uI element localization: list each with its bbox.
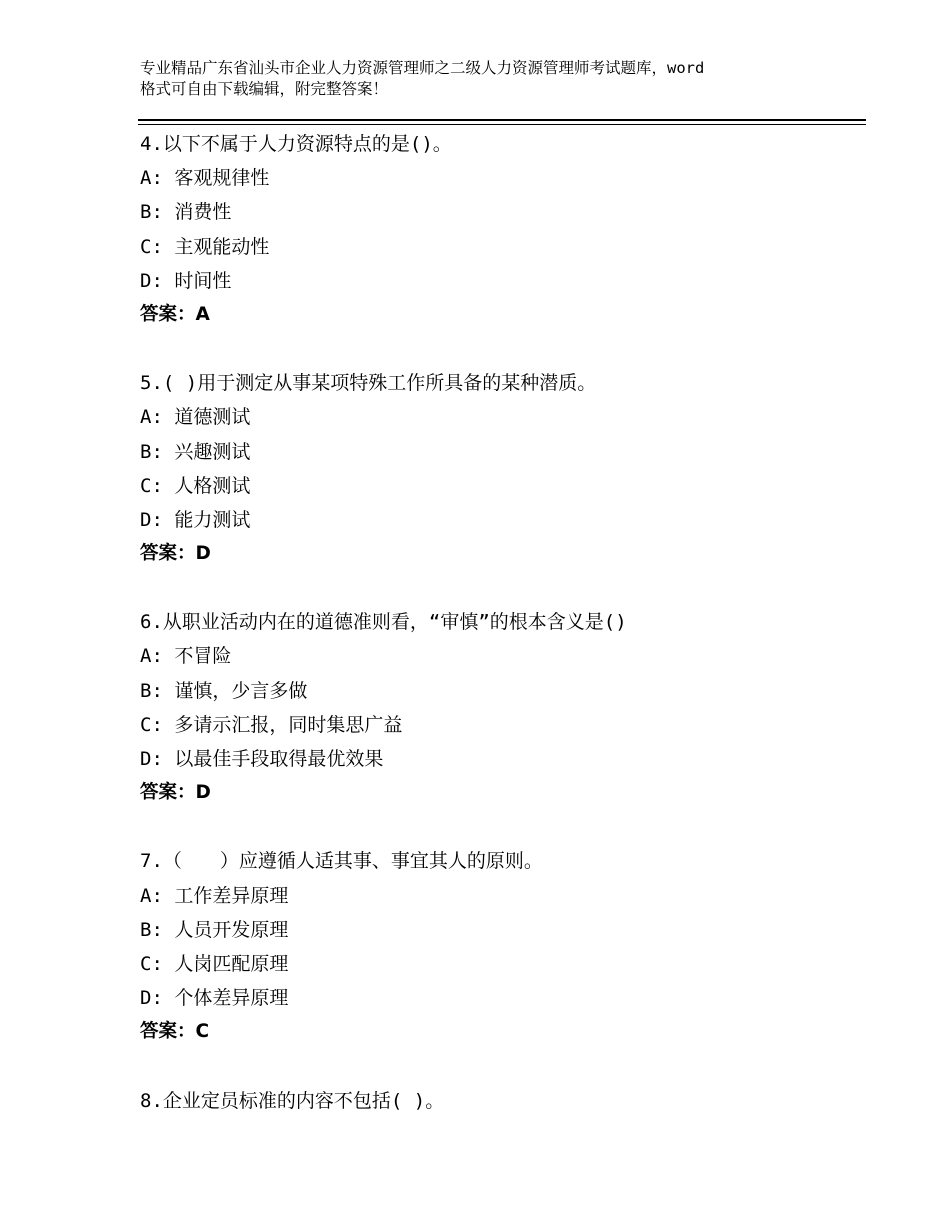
option-a: A: 工作差异原理 [140, 884, 289, 907]
option-b: B: 兴趣测试 [140, 440, 251, 463]
option-d: D: 时间性 [140, 269, 232, 292]
header-rule-thin [138, 124, 866, 125]
question-stem: 8.企业定员标准的内容不包括( )。 [140, 1089, 445, 1112]
header-line-1: 专业精品广东省汕头市企业人力资源管理师之二级人力资源管理师考试题库，word [140, 59, 705, 77]
option-c: C: 主观能动性 [140, 235, 270, 258]
question-gap [140, 1050, 860, 1084]
option-d: D: 以最佳手段取得最优效果 [140, 748, 384, 770]
option-c: C: 人岗匹配原理 [140, 952, 289, 975]
question-7 [140, 844, 860, 1049]
question-stem: 6.从职业活动内在的道德准则看，“审慎”的根本含义是() [140, 611, 627, 634]
option-a: A: 道德测试 [140, 406, 251, 429]
option-c: C: 人格测试 [140, 474, 251, 497]
option-d: D: 能力测试 [140, 508, 251, 531]
option-b: B: 谨慎，少言多做 [140, 679, 308, 702]
question-4 [140, 127, 860, 332]
question-list [140, 127, 860, 1118]
option-d: D: 个体差异原理 [140, 987, 289, 1010]
question-gap [140, 571, 860, 605]
header-line-2: 格式可自由下载编辑，附完整答案！ [140, 80, 389, 98]
question-8 [140, 1084, 860, 1118]
answer-label: 答案：C [140, 1021, 210, 1043]
option-a: A: 不冒险 [140, 645, 232, 668]
question-stem: 4.以下不属于人力资源特点的是()。 [140, 133, 452, 155]
answer-label: 答案：D [140, 782, 211, 804]
option-a: A: 客观规律性 [140, 167, 270, 190]
document-header [140, 58, 840, 100]
option-b: B: 消费性 [140, 201, 232, 224]
question-stem: 5.( )用于测定从事某项特殊工作所具备的某种潜质。 [140, 372, 597, 395]
option-b: B: 人员开发原理 [140, 918, 289, 941]
question-gap [140, 332, 860, 366]
question-stem: 7.（ ）应遵循人适其事、事宜其人的原则。 [140, 850, 543, 873]
header-rule-thick [138, 119, 866, 121]
option-c: C: 多请示汇报，同时集思广益 [140, 713, 403, 736]
answer-label: 答案：D [140, 543, 211, 565]
question-5 [140, 366, 860, 571]
question-gap [140, 810, 860, 844]
answer-label: 答案：A [140, 303, 210, 325]
question-6 [140, 605, 860, 810]
